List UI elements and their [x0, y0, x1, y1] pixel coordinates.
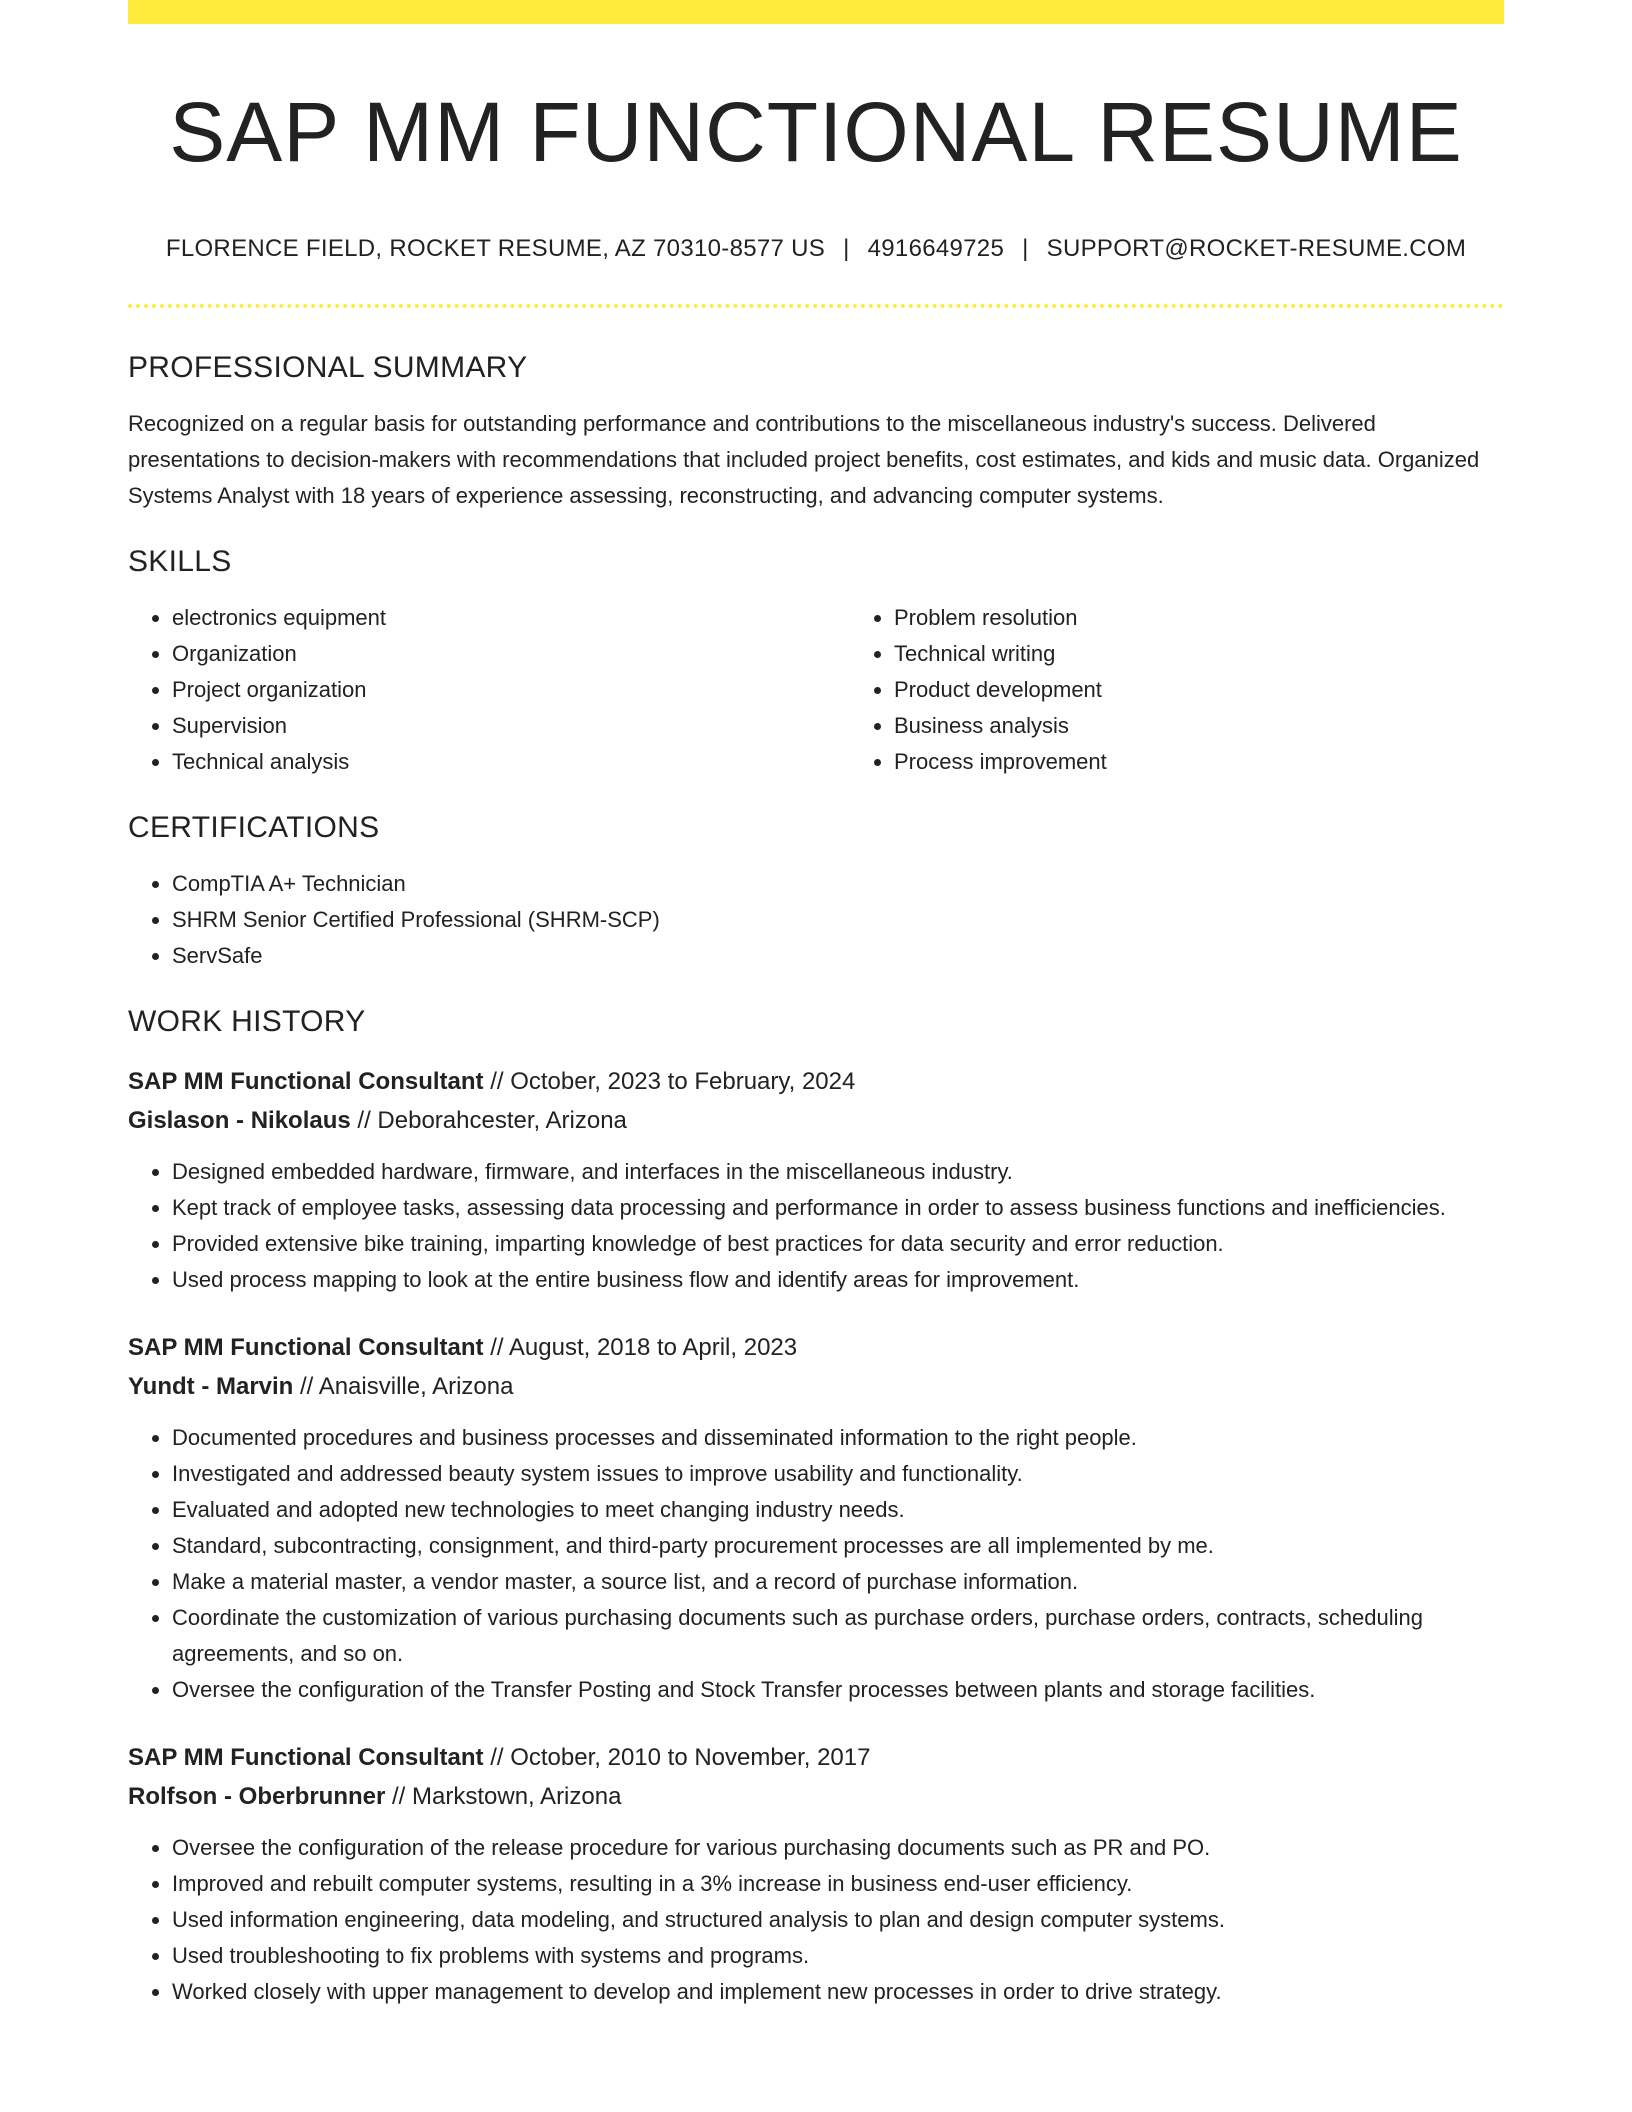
skill-item: • Technical writing	[894, 636, 1572, 672]
skills-heading: SKILLS	[128, 544, 232, 578]
accent-bar	[128, 0, 1504, 24]
skill-item: • Supervision	[172, 708, 850, 744]
job-location: // Markstown, Arizona	[392, 1782, 622, 1810]
job-bullet: • Used information engineering, data modeling, and structured analysis to plan and design computer systems.	[172, 1902, 1504, 1938]
job-title: SAP MM Functional Consultant	[128, 1333, 484, 1361]
job-bullet: • Improved and rebuilt computer systems, resulting in a 3% increase in business end-user efficiency.	[172, 1866, 1504, 1902]
job-title: SAP MM Functional Consultant	[128, 1743, 484, 1771]
skills-list-right	[850, 600, 1572, 780]
job-bullet: • Kept track of employee tasks, assessing data processing and performance in order to assess business functions and inefficiencies.	[172, 1190, 1504, 1226]
job-company: Yundt - Marvin	[128, 1372, 294, 1400]
contact-phone: 4916649725	[867, 234, 1005, 262]
job-title-line	[128, 1738, 1504, 1777]
job-bullet: • Designed embedded hardware, firmware, and interfaces in the miscellaneous industry.	[172, 1154, 1504, 1190]
job-bullet: • Documented procedures and business processes and disseminated information to the right people.	[172, 1420, 1504, 1456]
job-bullets	[128, 1420, 1504, 1708]
skill-item: • Business analysis	[894, 708, 1572, 744]
contact-email: SUPPORT@ROCKET-RESUME.COM	[1046, 234, 1467, 262]
dotted-divider	[128, 304, 1504, 308]
job-bullet: • Standard, subcontracting, consignment, and third-party procurement processes are all implemented by me.	[172, 1528, 1504, 1564]
contact-line	[128, 235, 1504, 264]
skill-item: • Technical analysis	[172, 744, 850, 780]
job-dates: // October, 2023 to February, 2024	[490, 1067, 856, 1095]
job-company: Rolfson - Oberbrunner	[128, 1782, 386, 1810]
skills-list-left	[128, 600, 850, 780]
contact-separator: |	[843, 234, 850, 262]
job-dates: // October, 2010 to November, 2017	[490, 1743, 871, 1771]
job-company-line	[128, 1777, 1504, 1816]
job-bullet: • Provided extensive bike training, imparting knowledge of best practices for data security and error reduction.	[172, 1226, 1504, 1262]
resume-page	[128, 0, 1504, 2010]
certification-item: • ServSafe	[172, 938, 1504, 974]
job-location: // Deborahcester, Arizona	[357, 1106, 627, 1134]
summary-heading: PROFESSIONAL SUMMARY	[128, 350, 528, 384]
job-bullet: • Worked closely with upper management to develop and implement new processes in order to drive strategy.	[172, 1974, 1504, 2010]
resume-title: SAP MM FUNCTIONAL RESUME	[169, 85, 1463, 179]
skill-item: • electronics equipment	[172, 600, 850, 636]
skill-item: • Organization	[172, 636, 850, 672]
job-bullet: • Used troubleshooting to fix problems with systems and programs.	[172, 1938, 1504, 1974]
job-entry	[128, 1062, 1504, 1298]
skills-columns	[128, 600, 1504, 780]
job-entry	[128, 1328, 1504, 1708]
skill-item: • Problem resolution	[894, 600, 1572, 636]
job-entry	[128, 1738, 1504, 2010]
job-company-line	[128, 1101, 1504, 1140]
job-bullets	[128, 1830, 1504, 2010]
job-company-line	[128, 1367, 1504, 1406]
contact-separator: |	[1022, 234, 1029, 262]
certifications-list	[128, 866, 1504, 974]
job-bullet: • Make a material master, a vendor master, a source list, and a record of purchase information.	[172, 1564, 1504, 1600]
job-location: // Anaisville, Arizona	[300, 1372, 514, 1400]
skill-item: • Project organization	[172, 672, 850, 708]
job-bullet: • Coordinate the customization of various purchasing documents such as purchase orders, purchase orders, contracts, scheduling agreements, and so on.	[172, 1600, 1504, 1672]
job-company: Gislason - Nikolaus	[128, 1106, 351, 1134]
work-history-heading: WORK HISTORY	[128, 1004, 366, 1038]
job-title-line	[128, 1328, 1504, 1367]
certification-item: • SHRM Senior Certified Professional (SHRM-SCP)	[172, 902, 1504, 938]
job-bullet: • Evaluated and adopted new technologies to meet changing industry needs.	[172, 1492, 1504, 1528]
certification-item: • CompTIA A+ Technician	[172, 866, 1504, 902]
skill-item: • Product development	[894, 672, 1572, 708]
job-bullet: • Oversee the configuration of the Transfer Posting and Stock Transfer processes between plants and storage facilities.	[172, 1672, 1504, 1708]
job-bullet: • Oversee the configuration of the release procedure for various purchasing documents such as PR and PO.	[172, 1830, 1504, 1866]
job-dates: // August, 2018 to April, 2023	[490, 1333, 798, 1361]
job-bullets	[128, 1154, 1504, 1298]
job-title-line	[128, 1062, 1504, 1101]
skill-item: • Process improvement	[894, 744, 1572, 780]
job-bullet: • Used process mapping to look at the entire business flow and identify areas for improvement.	[172, 1262, 1504, 1298]
contact-address: FLORENCE FIELD, ROCKET RESUME, AZ 70310-8577 US	[165, 234, 826, 262]
certifications-heading: CERTIFICATIONS	[128, 810, 380, 844]
summary-text: Recognized on a regular basis for outstanding performance and contributions to the miscellaneous industry's success. Delivered presentations to decision-makers with recommendations that included project benefits, cost estimates, and kids and music data. Organized Systems Analyst with 18 years of experience assessing, reconstructing, and advancing computer systems.	[128, 410, 1480, 508]
job-title: SAP MM Functional Consultant	[128, 1067, 484, 1095]
job-bullet: • Investigated and addressed beauty system issues to improve usability and functionality.	[172, 1456, 1504, 1492]
